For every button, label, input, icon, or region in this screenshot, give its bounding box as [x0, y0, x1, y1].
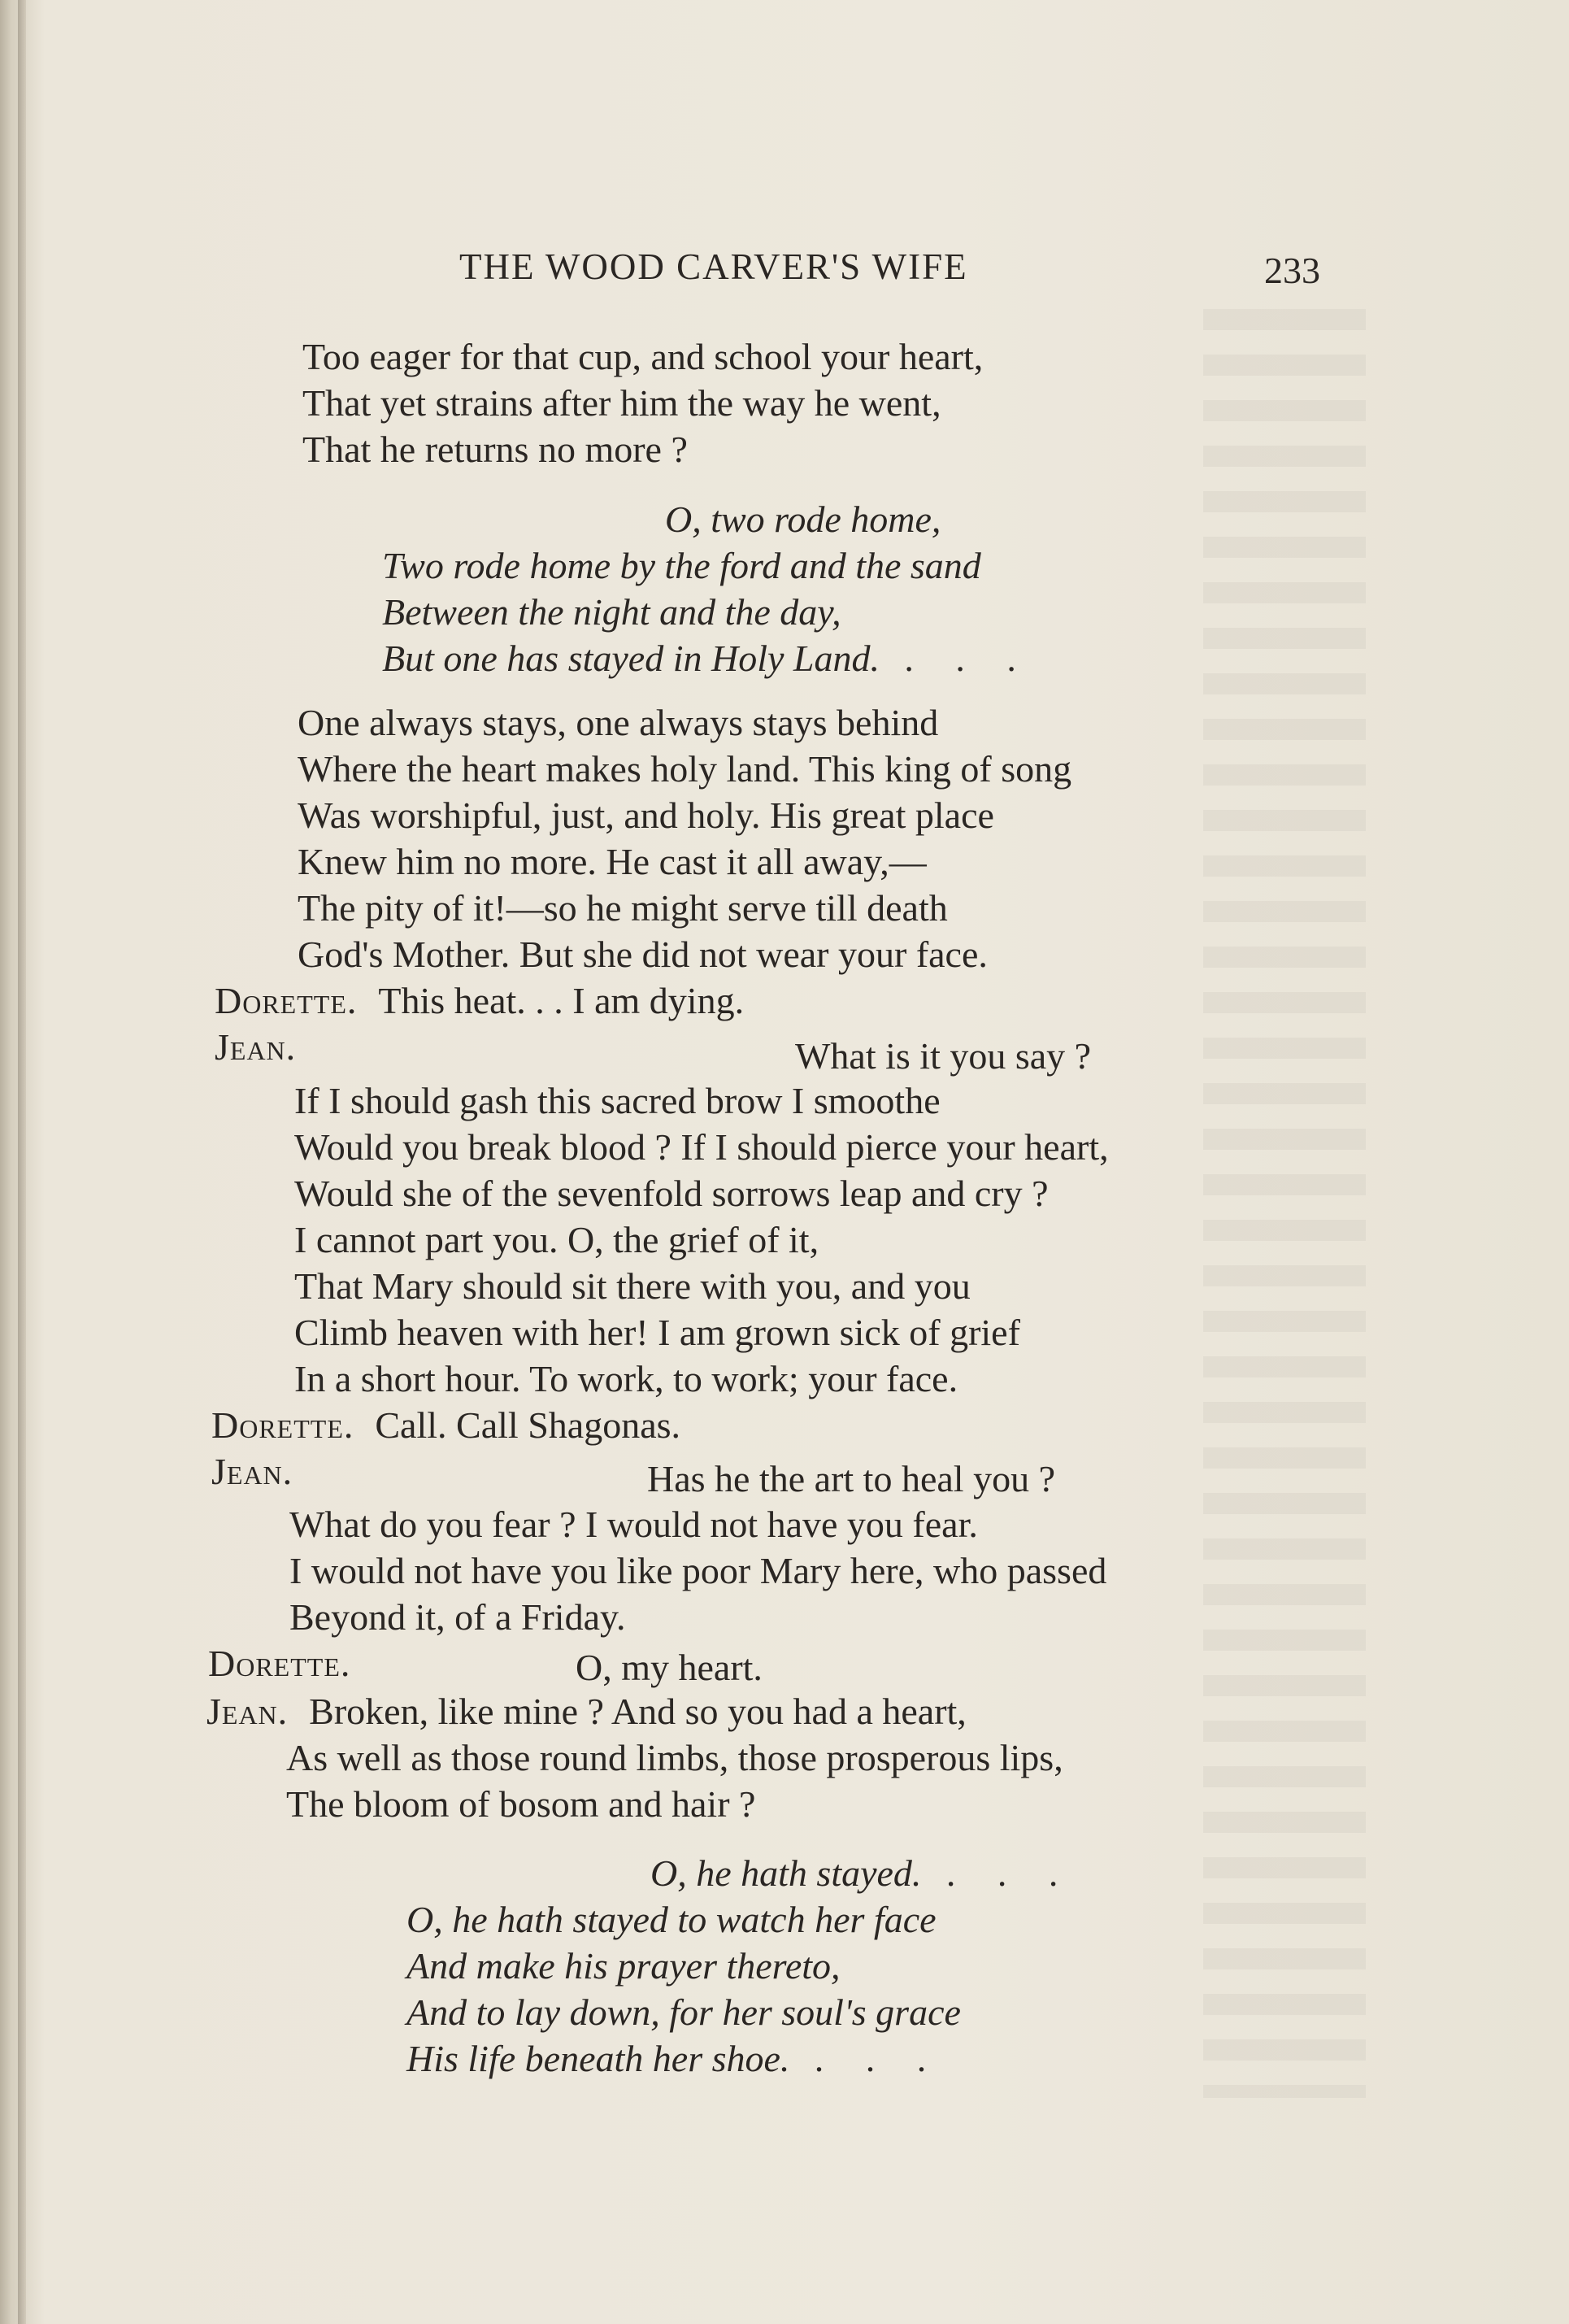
line-text: Was worshipful, just, and holy. His great place — [298, 794, 994, 836]
line-text: The pity of it!—so he might serve till death — [298, 887, 948, 929]
text-line — [294, 1309, 1020, 1356]
text-line — [298, 931, 988, 978]
text-line — [576, 1644, 763, 1691]
line-text: I cannot part you. O, the grief of it, — [294, 1219, 819, 1260]
line-text: That he returns no more ? — [302, 429, 688, 470]
line-text: Call. Call Shagonas. — [375, 1404, 681, 1446]
verse-line — [406, 1896, 937, 1943]
text-line — [294, 1077, 941, 1125]
line-text: O, my heart. — [576, 1647, 763, 1688]
line-text: Between the night and the day, — [382, 591, 841, 633]
text-line — [294, 1263, 971, 1310]
speaker-name: Jean. — [211, 1451, 293, 1492]
line-text: Has he the art to heal you ? — [647, 1458, 1055, 1499]
text-line — [298, 746, 1071, 793]
text-line — [294, 1216, 819, 1264]
line-text: And make his prayer thereto, — [406, 1945, 841, 1987]
text-line — [294, 1356, 958, 1403]
line-text: Two rode home by the ford and the sand — [382, 545, 981, 586]
ellipsis-dots: . . . — [789, 2038, 944, 2079]
text-line — [298, 885, 948, 932]
line-text: O, two rode home, — [665, 498, 941, 540]
line-text: If I should gash this sacred brow I smoothe — [294, 1080, 941, 1121]
text-line — [289, 1547, 1106, 1595]
text-line — [298, 838, 927, 886]
line-text: Would you break blood ? If I should pierce your heart, — [294, 1126, 1109, 1168]
show-through-text — [1203, 309, 1366, 2098]
speaker-name: Jean. — [215, 1026, 297, 1068]
line-text: What do you fear ? I would not have you fear. — [289, 1504, 978, 1545]
speech-line — [208, 1640, 372, 1687]
verse-line — [406, 1943, 841, 1990]
speaker-name: Dorette. — [211, 1404, 354, 1446]
line-text: That Mary should sit there with you, and you — [294, 1265, 971, 1307]
ellipsis-dots: . . . — [921, 1852, 1076, 1894]
line-text: Beyond it, of a Friday. — [289, 1596, 626, 1638]
text-line — [647, 1456, 1055, 1503]
verse-line — [406, 2035, 943, 2082]
page-number: 233 — [1264, 250, 1320, 291]
page-binding-edge — [18, 0, 26, 2324]
line-text: Too eager for that cup, and school your heart, — [302, 336, 984, 377]
line-text: But one has stayed in Holy Land. — [382, 638, 880, 679]
speech-line — [215, 977, 744, 1025]
text-line — [302, 333, 983, 381]
running-title: THE WOOD CARVER'S WIFE — [459, 246, 968, 287]
line-text: Would she of the sevenfold sorrows leap and cry ? — [294, 1173, 1049, 1214]
text-line — [289, 1501, 978, 1548]
line-text: In a short hour. To work, to work; your face. — [294, 1358, 958, 1399]
line-text: O, he hath stayed to watch her face — [406, 1899, 937, 1940]
text-line — [298, 699, 938, 746]
text-line — [289, 1594, 626, 1641]
verse-line — [382, 589, 841, 636]
verse-line — [650, 1850, 1075, 1897]
verse-line — [406, 1989, 961, 2036]
line-text: Knew him no more. He cast it all away,— — [298, 841, 927, 882]
text-line — [286, 1734, 1063, 1782]
verse-line — [382, 635, 1033, 682]
text-line — [795, 1033, 1091, 1080]
line-text: That yet strains after him the way he went, — [302, 382, 941, 424]
line-text: One always stays, one always stays behind — [298, 702, 939, 743]
speech-line — [211, 1402, 680, 1449]
line-text: I would not have you like poor Mary here, who passed — [289, 1550, 1107, 1591]
text-line — [294, 1170, 1049, 1217]
ellipsis-dots: . . . — [880, 638, 1033, 679]
speaker-name: Jean. — [206, 1691, 289, 1732]
text-line — [302, 426, 688, 473]
verse-line — [382, 542, 981, 590]
line-text: God's Mother. But she did not wear your face. — [298, 934, 988, 975]
text-line — [298, 792, 994, 839]
page-header — [0, 246, 1569, 311]
line-text: Climb heaven with her! I am grown sick of grief — [294, 1312, 1020, 1353]
line-text: And to lay down, for her soul's grace — [406, 1991, 961, 2033]
speech-line — [206, 1688, 967, 1735]
speaker-name: Dorette. — [208, 1643, 351, 1684]
line-text: Broken, like mine ? And so you had a heart, — [309, 1691, 967, 1732]
line-text: What is it you say ? — [795, 1035, 1092, 1077]
line-text: Where the heart makes holy land. This king of song — [298, 748, 1072, 790]
line-text: The bloom of bosom and hair ? — [286, 1783, 756, 1825]
line-text: This heat. . . I am dying. — [378, 980, 745, 1021]
speaker-name: Dorette. — [215, 980, 358, 1021]
text-line — [286, 1781, 755, 1828]
speech-line — [215, 1024, 317, 1071]
text-line — [302, 380, 941, 427]
line-text: As well as those round limbs, those prosperous lips, — [286, 1737, 1063, 1778]
line-text: O, he hath stayed. — [650, 1852, 922, 1894]
speech-line — [211, 1448, 314, 1495]
line-text: His life beneath her shoe. — [406, 2038, 790, 2079]
text-line — [294, 1124, 1109, 1171]
verse-line — [665, 496, 941, 543]
